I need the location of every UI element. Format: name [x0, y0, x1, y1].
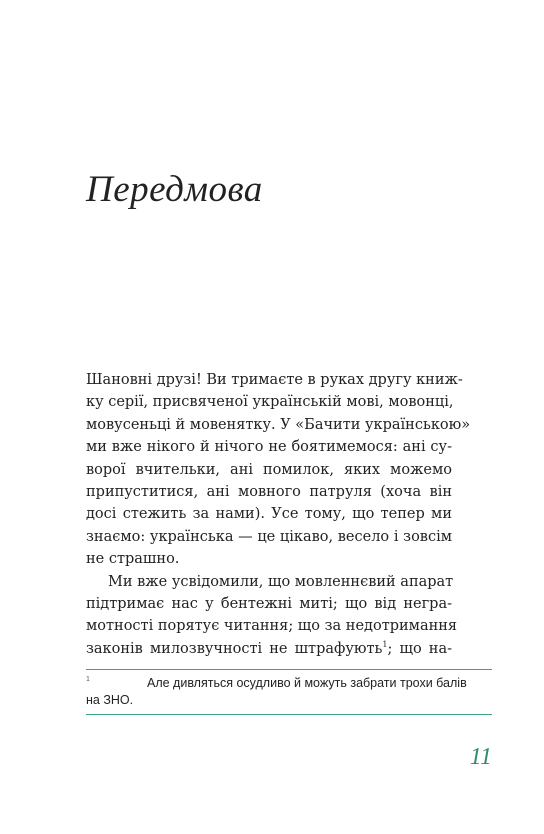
body-line: знаємо: українська — це цікаво, весело і зовсім [86, 528, 452, 545]
body-line: Ми вже усвідомили, що мовленнєвий апарат [108, 573, 454, 590]
chapter-title: Передмова [86, 169, 263, 210]
body-line: мовусеньці й мовенятку. У «Бачити українською» [86, 416, 471, 433]
body-line: не страшно. [86, 551, 180, 568]
footnote-number: 1 [86, 676, 90, 683]
body-line: мотності порятує читання; що за недотримання [86, 618, 458, 635]
footnote-divider-top [86, 669, 492, 670]
body-line-text: законів милозвучності не штрафують [86, 640, 383, 657]
footnote-reference[interactable]: 1 [382, 639, 388, 649]
body-line-with-footnote [86, 638, 452, 660]
page-number: 11 [469, 744, 492, 770]
footnote-text-line: на ЗНО. [86, 693, 134, 707]
body-line: підтримає нас у бентежні миті; що від негра- [86, 595, 452, 612]
body-line: припуститися, ані мовного патруля (хоча він [86, 483, 452, 500]
footnote-text-line: Але дивляться осудливо й можуть забрати трохи балів [147, 676, 467, 690]
body-line: ми вже нікого й нічого не боятимемося: ані су- [86, 439, 452, 456]
body-line-text: ; що на- [387, 640, 452, 657]
footnote-divider-bottom [86, 714, 492, 715]
body-line: Шановні друзі! Ви тримаєте в руках другу книж- [86, 372, 463, 388]
body-text [86, 369, 471, 660]
body-line: ку серії, присвяченої українській мові, мовонці, [86, 394, 454, 411]
body-line: досі стежить за нами). Усе тому, що тепер ми [86, 506, 452, 523]
body-line: ворої вчительки, ані помилок, яких можемо [86, 461, 452, 478]
